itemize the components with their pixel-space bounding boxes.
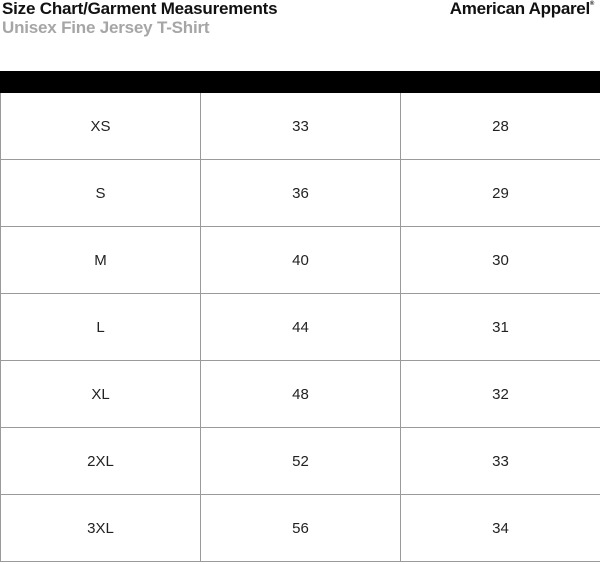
page-subtitle: Unisex Fine Jersey T-Shirt <box>2 18 210 37</box>
measurement-cell: 52 <box>201 428 401 495</box>
page-title: Size Chart/Garment Measurements <box>2 0 278 18</box>
measurement-cell: 44 <box>201 294 401 361</box>
size-cell: M <box>1 227 201 294</box>
table-row <box>1 160 600 227</box>
measurement-cell: 33 <box>201 93 401 160</box>
table-row <box>1 93 600 160</box>
table-header-bar <box>0 71 600 93</box>
table-row <box>1 428 600 495</box>
size-cell: XL <box>1 361 201 428</box>
measurement-cell: 34 <box>401 495 600 562</box>
table-row <box>1 495 600 562</box>
measurement-cell: 40 <box>201 227 401 294</box>
measurement-cell: 56 <box>201 495 401 562</box>
measurement-cell: 31 <box>401 294 600 361</box>
brand-logo <box>450 0 594 19</box>
measurement-cell: 33 <box>401 428 600 495</box>
measurement-cell: 28 <box>401 93 600 160</box>
size-cell: S <box>1 160 201 227</box>
measurement-cell: 36 <box>201 160 401 227</box>
size-cell: XS <box>1 93 201 160</box>
table-row <box>1 227 600 294</box>
measurement-cell: 29 <box>401 160 600 227</box>
size-cell: 3XL <box>1 495 201 562</box>
table-row <box>1 294 600 361</box>
brand-name: American Apparel <box>449 0 590 18</box>
registered-mark: ® <box>589 1 594 7</box>
size-cell: L <box>1 294 201 361</box>
table-row <box>1 361 600 428</box>
measurement-cell: 48 <box>201 361 401 428</box>
measurement-cell: 32 <box>401 361 600 428</box>
size-cell: 2XL <box>1 428 201 495</box>
measurement-cell: 30 <box>401 227 600 294</box>
size-table <box>0 93 600 562</box>
size-chart-table <box>0 71 600 564</box>
